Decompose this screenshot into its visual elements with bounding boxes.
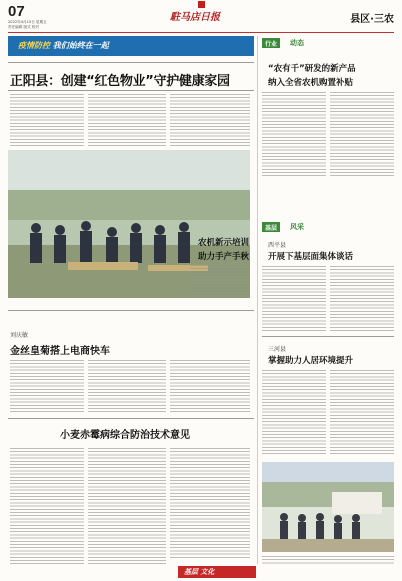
page-number: 07 <box>8 3 25 20</box>
article-text-block <box>262 370 326 456</box>
article-text-block <box>330 370 394 456</box>
article-text-block <box>330 266 394 332</box>
column-name: 风采 <box>290 223 304 231</box>
right-low-headline: 掌握助力人居环境提升 <box>268 356 354 366</box>
left-mid-headline: 金丝皇菊搭上电商快车 <box>10 346 110 357</box>
article-text-block <box>170 360 250 412</box>
banner-slogan: 我们始终在一起 <box>52 41 109 50</box>
logo-text: 駐马店日报 <box>170 12 220 23</box>
column-name: 动态 <box>290 39 304 47</box>
article-text-block <box>262 266 326 332</box>
column-tag: 基层 <box>262 222 280 232</box>
masthead <box>0 0 402 34</box>
photo-illustration <box>262 462 394 552</box>
right-mid-kicker: 西平县 <box>268 242 287 249</box>
article-text-block <box>88 360 166 412</box>
lower-headline: 小麦赤霉病综合防治技术意见 <box>60 430 190 441</box>
footer-banner <box>178 566 256 578</box>
village-photo <box>262 462 394 552</box>
article-text-block <box>10 360 84 412</box>
right-headline-2: 纳入全省农机购置补贴 <box>268 78 354 88</box>
section-title: 县区·三农 <box>350 14 394 25</box>
article-text-block <box>330 92 394 178</box>
article-text-block <box>170 448 250 560</box>
right-low-kicker: 三河县 <box>268 346 287 353</box>
photo-story-title-2: 助力手产手秋 <box>198 252 250 262</box>
masthead-rule <box>8 32 394 33</box>
right-headline-1: “农有千”研发的新产品 <box>268 64 356 74</box>
banner-text <box>18 40 109 51</box>
rule <box>8 418 254 419</box>
article-text-block <box>10 448 84 564</box>
rule <box>8 62 254 63</box>
rule <box>8 90 254 91</box>
rule <box>262 336 394 337</box>
lead-headline: 正阳县：创建“红色物业”守护健康家园 <box>10 74 230 89</box>
article-text-block <box>10 94 84 146</box>
topic-banner <box>8 36 254 56</box>
column-divider <box>257 36 258 564</box>
date-line: 2022年4月15日 星期五 <box>8 20 47 24</box>
editor-line: 责任编辑 版式 校对 <box>8 25 40 29</box>
rule <box>8 310 254 311</box>
newspaper-logo <box>170 4 240 23</box>
article-text-block <box>170 94 250 146</box>
article-text-block <box>262 92 326 178</box>
photo-caption-block <box>190 265 248 295</box>
article-text-block <box>88 448 166 564</box>
left-mid-kicker: 刘庆敏 <box>10 332 29 339</box>
article-text-block <box>88 94 166 146</box>
photo-caption-block <box>262 556 394 564</box>
column-tag: 行业 <box>262 38 280 48</box>
footer-label: 基层 文化 <box>184 568 215 576</box>
logo-flag-icon <box>198 1 205 8</box>
banner-prefix: 疫情防控 <box>18 41 50 50</box>
right-mid-headline: 开展下基层面集体谈话 <box>268 252 354 262</box>
photo-story-title-1: 农机新示培训 <box>198 238 250 248</box>
